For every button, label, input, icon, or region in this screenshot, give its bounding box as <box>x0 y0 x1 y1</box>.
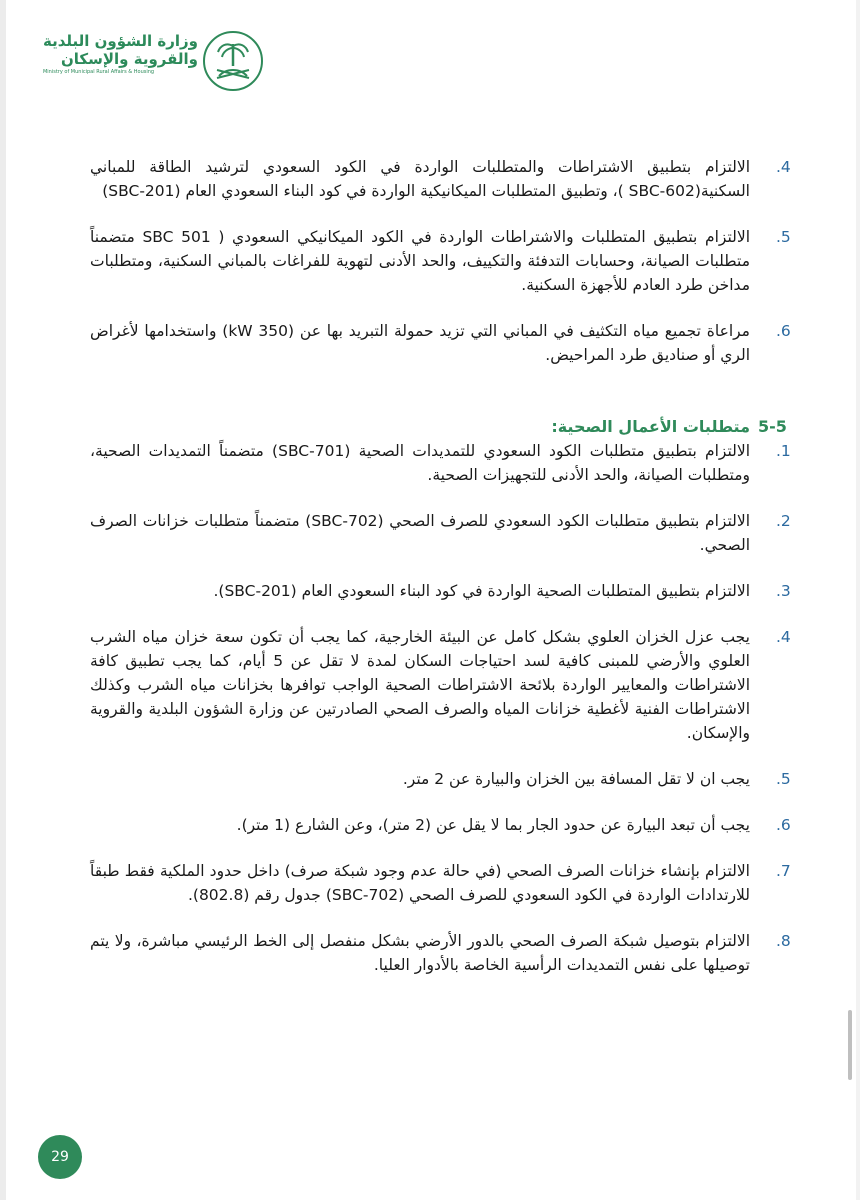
document-body <box>90 155 810 999</box>
list-item-number: .8 <box>776 932 791 950</box>
list-item-text: مراعاة تجميع مياه التكثيف في المباني التي تزيد حمولة التبريد بها عن (kW 350) واستخدامها لأغراض الري أو صناديق طرد المراحيض. <box>90 322 750 364</box>
palm-swords-emblem-icon <box>202 30 264 92</box>
list-item <box>90 155 810 203</box>
list-item-text: يجب عزل الخزان العلوي بشكل كامل عن البيئة الخارجية، كما يجب أن تكون سعة خزان مياه الشرب العلوي والأرضي للمبنى كافية لسد احتياجات السكان لمدة لا تقل عن 5 أيام، كما يجب تطبيق كافة الاشتراطات والمعايير الواردة بلائحة الاشتراطات الصحية الواجب توافرها بخزانات مياه الشرب وكذلك الاشتراطات الفنية لأغطية خزانات المياه والصرف الصحي الصادرتين عن وزارة الشؤون البلدية والقروية والإسكان. <box>90 628 750 742</box>
list-item <box>90 625 810 745</box>
list-item <box>90 579 810 603</box>
list-item <box>90 225 810 297</box>
list-item-number: .5 <box>776 228 791 246</box>
sanitary-requirements-list <box>90 439 810 977</box>
section-number: 5-5 <box>758 417 787 436</box>
list-item-text: يجب أن تبعد البيارة عن حدود الجار بما لا يقل عن (2 متر)، وعن الشارع (1 متر). <box>236 816 750 834</box>
list-item-number: .4 <box>776 158 791 176</box>
list-item <box>90 859 810 907</box>
list-item-text: الالتزام بتطبيق متطلبات الكود السعودي للتمديدات الصحية (SBC-701) متضمناً التمديدات الصحية، ومتطلبات الصيانة، والحد الأدنى للتجهيزات الصحية. <box>90 442 751 484</box>
scrollbar-thumb[interactable] <box>848 1010 852 1080</box>
ministry-name-english: Ministry of Municipal Rural Affairs & Housing <box>42 69 155 75</box>
list-item-number: .3 <box>776 582 791 600</box>
mechanical-requirements-list <box>90 155 810 367</box>
list-item-number: .5 <box>776 770 791 788</box>
list-item-number: .6 <box>776 322 791 340</box>
list-item <box>90 319 810 367</box>
ministry-name <box>43 32 198 76</box>
list-item-number: .1 <box>776 442 791 460</box>
list-item-number: .2 <box>776 512 791 530</box>
list-item-number: .7 <box>776 862 791 880</box>
section-heading <box>90 415 810 439</box>
list-item-text: الالتزام بإنشاء خزانات الصرف الصحي (في حالة عدم وجود شبكة صرف) داخل حدود الملكية فقط طبقاً للارتدادات الواردة في الكود السعودي للصرف الصحي (SBC-702) جدول رقم (802.8). <box>90 862 750 904</box>
list-item-text: الالتزام بتطبيق المتطلبات والاشتراطات الواردة في الكود الميكانيكي السعودي ( SBC 501 متضمناً متطلبات الصيانة، وحسابات التدفئة والتكييف، والحد الأدنى لتهوية للفراغات بالمباني السكنية، ومتطلبات مداخن طرد العادم للأجهزة السكنية. <box>90 228 750 294</box>
ministry-name-line2: والقروية والإسكان <box>60 50 198 68</box>
list-item-text: يجب ان لا تقل المسافة بين الخزان والبيارة عن 2 متر. <box>402 770 750 788</box>
list-item <box>90 767 810 791</box>
list-item-text: الالتزام بتطبيق متطلبات الكود السعودي للصرف الصحي (SBC-702) متضمناً متطلبات خزانات الصرف الصحي. <box>90 512 751 554</box>
list-item-text: الالتزام بتطبيق المتطلبات الصحية الواردة في كود البناء السعودي العام (SBC-201). <box>213 582 750 600</box>
section-title: متطلبات الأعمال الصحية: <box>551 417 750 436</box>
list-item-text: الالتزام بتوصيل شبكة الصرف الصحي بالدور الأرضي بشكل منفصل إلى الخط الرئيسي مباشرة، ولا يتم توصيلها على نفس التمديدات الرأسية الخاصة بالأدوار العليا. <box>90 932 750 974</box>
list-item <box>90 439 810 487</box>
page-number-badge: 29 <box>38 1135 82 1179</box>
ministry-name-line1: وزارة الشؤون البلدية <box>42 32 198 50</box>
list-item-number: .4 <box>776 628 791 646</box>
list-item <box>90 509 810 557</box>
list-item-number: .6 <box>776 816 791 834</box>
ministry-logo <box>42 22 268 82</box>
list-item <box>90 929 810 977</box>
list-item-text: الالتزام بتطبيق الاشتراطات والمتطلبات الواردة في الكود السعودي لترشيد الطاقة للمباني السكنية(SBC-602 )، وتطبيق المتطلبات الميكانيكية الواردة في كود البناء السعودي العام (SBC-201) <box>90 158 750 200</box>
list-item <box>90 813 810 837</box>
